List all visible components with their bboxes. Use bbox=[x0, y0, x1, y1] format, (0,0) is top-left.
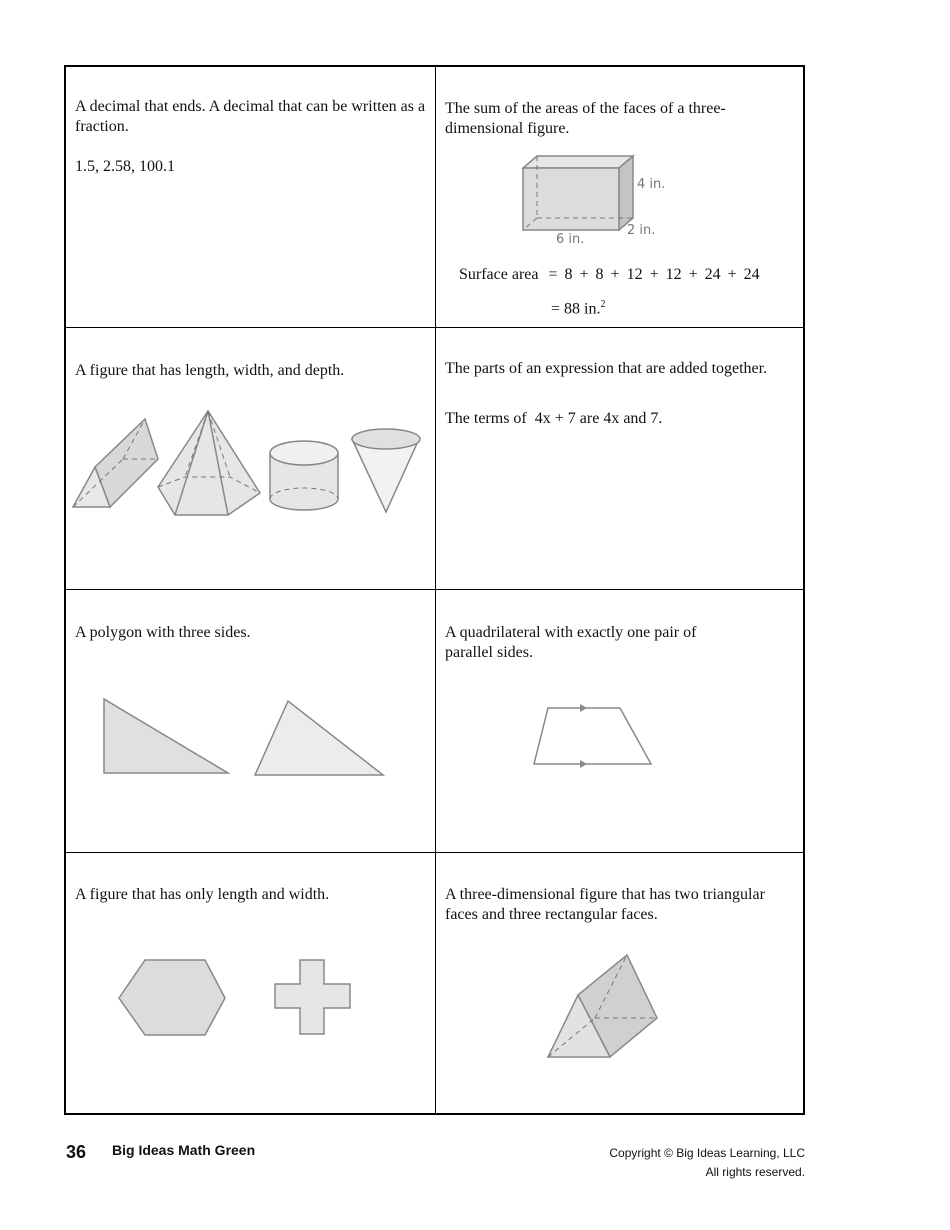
trapezoid-icon bbox=[534, 708, 651, 764]
grid-divider-row-3 bbox=[64, 852, 805, 853]
trapezoid-figure bbox=[530, 702, 655, 768]
cone-icon bbox=[352, 429, 420, 512]
definition-text: A figure that has only length and width. bbox=[75, 886, 330, 903]
formula-line-1: = 8 + 8 + 12 + 12 + 24 + 24 bbox=[548, 266, 760, 283]
prism-side-face bbox=[619, 156, 633, 230]
copyright-notice bbox=[609, 1144, 805, 1182]
example-prefix: The terms of bbox=[445, 410, 527, 427]
definition-text: The parts of an expression that are added together. bbox=[445, 360, 768, 377]
scalene-triangle-icon bbox=[255, 701, 383, 775]
right-triangle-icon bbox=[104, 699, 228, 773]
page-number: 36 bbox=[66, 1142, 87, 1162]
example-suffix: are 4x and 7. bbox=[579, 410, 663, 427]
length-label: 6 in. bbox=[556, 232, 585, 247]
definition-text: The sum of the areas of the faces of a three-dimensional figure. bbox=[445, 100, 726, 137]
copyright-text: Copyright © Big Ideas Learning, LLC bbox=[609, 1146, 805, 1160]
triangular-prism-figure bbox=[545, 950, 665, 1062]
card-surface-area bbox=[445, 99, 775, 139]
definition-text: A polygon with three sides. bbox=[75, 624, 251, 641]
definition-text: A three-dimensional figure that has two triangular faces and three rectangular faces. bbox=[445, 886, 765, 923]
card-terms bbox=[445, 359, 797, 429]
grid-divider-row-2 bbox=[64, 589, 805, 590]
formula-line-2: = 88 in. bbox=[551, 300, 601, 318]
definition-text: A decimal that ends. A decimal that can be written as a fraction. bbox=[75, 98, 426, 135]
card-trapezoid bbox=[445, 623, 745, 663]
cross-shape-icon bbox=[275, 960, 350, 1034]
triangle-figures bbox=[100, 695, 390, 780]
card-terminating-decimal bbox=[75, 97, 427, 177]
triangular-prism-icon bbox=[73, 419, 158, 507]
example-text: 1.5, 2.58, 100.1 bbox=[75, 158, 175, 175]
definition-text: A quadrilateral with exactly one pair of parallel sides. bbox=[445, 624, 697, 661]
height-label: 4 in. bbox=[637, 177, 666, 192]
card-triangle bbox=[75, 623, 427, 643]
book-title: Big Ideas Math Green bbox=[112, 1142, 256, 1158]
formula-label: Surface area bbox=[459, 266, 539, 283]
card-triangular-prism bbox=[445, 885, 797, 925]
pyramid-icon bbox=[158, 411, 260, 515]
hexagon-icon bbox=[119, 960, 225, 1035]
surface-area-formula bbox=[459, 265, 789, 285]
definition-text: A figure that has length, width, and depth. bbox=[75, 362, 345, 379]
plane-figures bbox=[115, 955, 355, 1040]
prism-top-face bbox=[523, 156, 633, 168]
card-solid bbox=[75, 361, 427, 381]
solid-figures bbox=[70, 405, 430, 520]
grid-divider-row-1 bbox=[64, 327, 805, 328]
rights-text: All rights reserved. bbox=[705, 1165, 805, 1179]
example-text bbox=[445, 409, 797, 429]
surface-area-result bbox=[551, 295, 751, 319]
example-expression: 4x + 7 bbox=[534, 410, 576, 427]
depth-label: 2 in. bbox=[627, 223, 656, 238]
card-plane-figure bbox=[75, 885, 427, 905]
grid-divider-vertical bbox=[435, 65, 436, 1115]
cylinder-icon bbox=[270, 441, 338, 510]
formula-exponent: 2 bbox=[600, 299, 606, 310]
